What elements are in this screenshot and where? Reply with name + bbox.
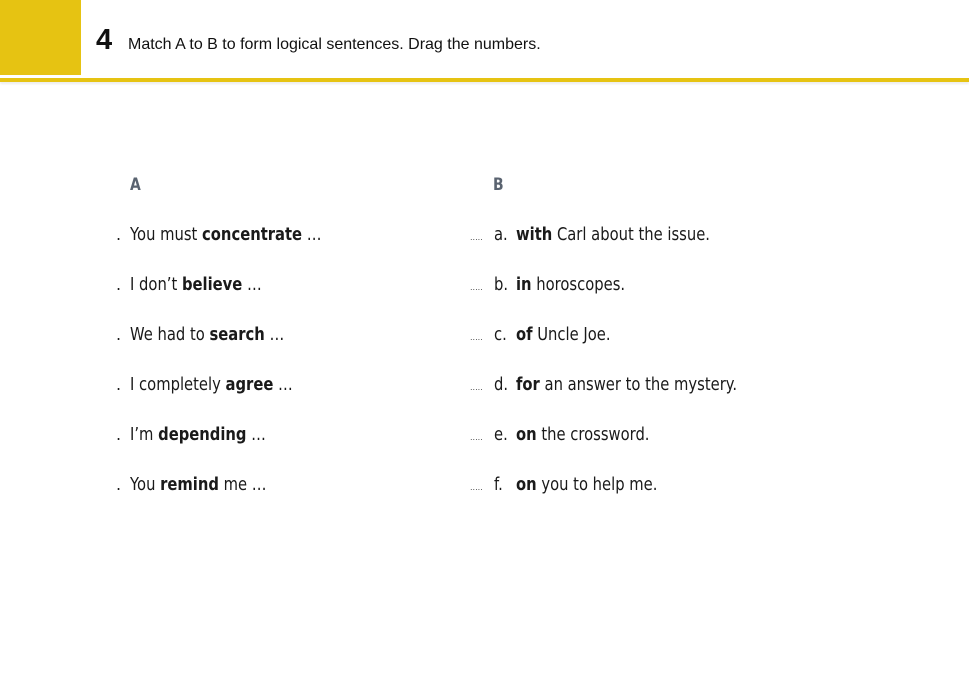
answer-drop-slot[interactable]: ..... — [470, 433, 483, 442]
b-item-text: the crossword. — [536, 424, 650, 445]
b-item-keyword: on — [516, 474, 537, 495]
b-item-letter: f. — [494, 474, 503, 495]
column-b-heading: B — [493, 175, 504, 195]
b-item-text: an answer to the mystery. — [539, 374, 738, 395]
a-item-text: You — [130, 474, 161, 495]
b-item-text: horoscopes. — [531, 274, 626, 295]
b-item-letter: c. — [494, 324, 507, 345]
a-item-ellipsis: … — [302, 224, 322, 245]
answer-drop-slot[interactable]: ..... — [470, 233, 483, 242]
b-item-keyword: with — [516, 224, 553, 245]
a-item-text: I completely — [130, 374, 226, 395]
a-item-marker[interactable]: . — [116, 375, 122, 394]
a-item-keyword: depending — [158, 424, 247, 445]
a-item-keyword: believe — [181, 274, 243, 295]
b-item-text: you to help me. — [536, 474, 658, 495]
a-item-text: I’m — [130, 424, 159, 445]
answer-drop-slot[interactable]: ..... — [470, 283, 483, 292]
header-accent-block — [0, 0, 81, 75]
exercise-number: 4 — [96, 24, 113, 56]
b-item-text: Uncle Joe. — [532, 324, 611, 345]
a-item-marker[interactable]: . — [116, 425, 122, 444]
answer-drop-slot[interactable]: ..... — [470, 333, 483, 342]
b-item-e — [516, 423, 679, 447]
header-divider — [0, 78, 969, 82]
b-item-text: Carl about the issue. — [552, 224, 710, 245]
a-item-4 — [130, 373, 329, 397]
b-item-b — [516, 273, 649, 297]
b-item-letter: d. — [494, 374, 509, 395]
a-item-ellipsis: … — [246, 424, 266, 445]
column-a-heading: A — [130, 175, 141, 195]
answer-drop-slot[interactable]: ..... — [470, 483, 483, 492]
b-item-letter: b. — [494, 274, 509, 295]
a-item-2 — [130, 273, 291, 297]
a-item-5 — [130, 423, 296, 447]
a-item-marker[interactable]: . — [116, 325, 122, 344]
a-item-ellipsis: … — [264, 324, 285, 345]
a-item-1 — [130, 223, 364, 247]
a-item-ellipsis: … — [242, 274, 262, 295]
a-item-keyword: agree — [225, 374, 274, 395]
b-item-a — [516, 223, 753, 247]
a-item-keyword: concentrate — [202, 224, 303, 245]
a-item-text: I don’t — [130, 274, 182, 295]
b-item-keyword: in — [516, 274, 532, 295]
a-item-6 — [130, 473, 297, 497]
b-item-letter: e. — [494, 424, 508, 445]
exercise-instruction: Match A to B to form logical sentences. Drag the numbers. — [128, 36, 541, 53]
a-item-text: You must — [130, 224, 203, 245]
a-item-marker[interactable]: . — [116, 275, 122, 294]
b-item-d — [516, 373, 786, 397]
a-item-keyword: search — [209, 324, 265, 345]
a-item-text: We had to — [130, 324, 210, 345]
b-item-f — [516, 473, 688, 497]
a-item-ellipsis: … — [273, 374, 293, 395]
a-item-marker[interactable]: . — [116, 225, 122, 244]
answer-drop-slot[interactable]: ..... — [470, 383, 483, 392]
b-item-keyword: for — [516, 374, 540, 395]
b-item-c — [516, 323, 631, 347]
a-item-3 — [130, 323, 318, 347]
a-item-keyword: remind — [160, 474, 219, 495]
exercise-header — [0, 0, 969, 78]
a-item-ellipsis: me … — [218, 474, 267, 495]
b-item-keyword: of — [516, 324, 533, 345]
a-item-marker[interactable]: . — [116, 475, 122, 494]
b-item-letter: a. — [494, 224, 508, 245]
b-item-keyword: on — [516, 424, 537, 445]
